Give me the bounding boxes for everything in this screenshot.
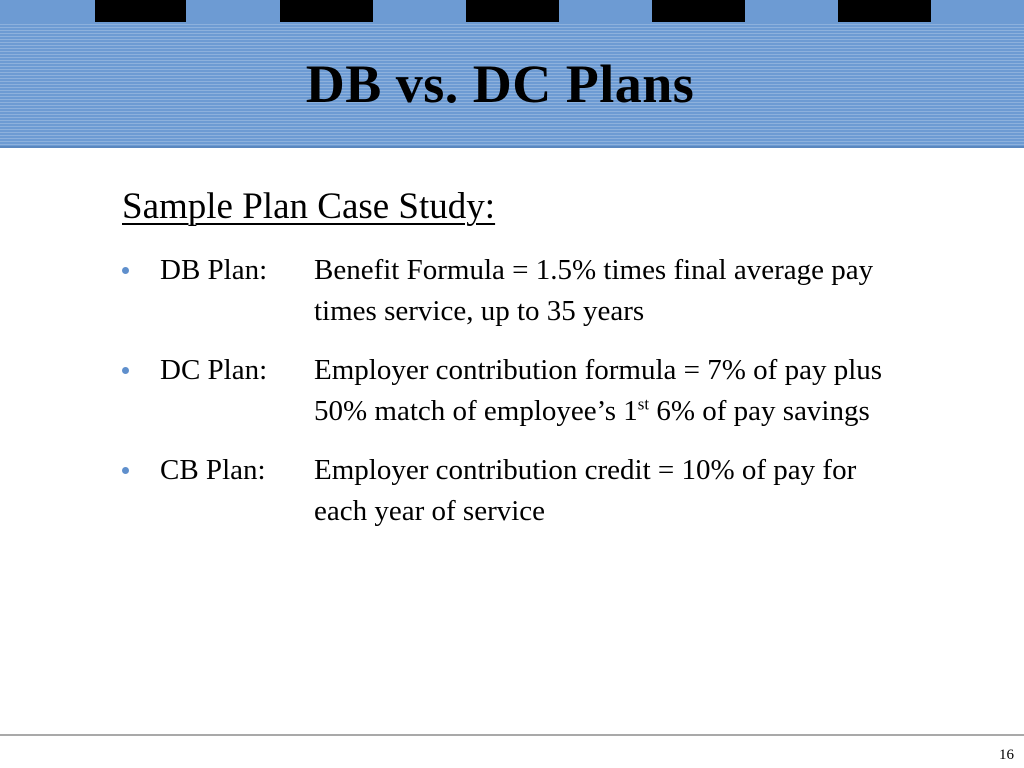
bullet-text-part: 6% of pay savings (649, 395, 870, 427)
section-subtitle: Sample Plan Case Study: (122, 186, 496, 227)
strip-segment (95, 0, 186, 22)
strip-segment (652, 0, 745, 22)
bullet-dot-icon (122, 367, 129, 374)
footer-divider (0, 734, 1024, 736)
bullet-text (314, 350, 884, 432)
bullet-db-plan (122, 250, 884, 332)
ordinal-superscript: st (637, 394, 650, 414)
bullet-label: CB Plan: (160, 454, 266, 486)
bullet-dot-icon (122, 467, 129, 474)
strip-segment (838, 0, 931, 22)
bullet-text: Employer contribution credit = 10% of pay for each year of service (314, 454, 857, 527)
strip-segment (745, 0, 838, 22)
bullet-label: DB Plan: (160, 254, 268, 286)
decorative-strip (0, 0, 1024, 22)
title-banner (0, 0, 1024, 148)
strip-segment (280, 0, 373, 22)
plan-bullet-list (122, 250, 884, 550)
strip-segment (466, 0, 559, 22)
strip-segment (931, 0, 1024, 22)
bullet-text: Benefit Formula = 1.5% times final average pay times service, up to 35 years (314, 254, 874, 327)
page-number: 16 (999, 747, 1014, 763)
strip-segment (186, 0, 280, 22)
slide-title: DB vs. DC Plans (305, 54, 695, 114)
bullet-cb-plan (122, 450, 884, 532)
strip-segment (559, 0, 652, 22)
bullet-label: DC Plan: (160, 354, 268, 386)
bullet-dot-icon (122, 267, 129, 274)
bullet-text-part: Employer contribution formula = 7% of pay plus 50% match of employee’s 1 (314, 354, 883, 427)
bullet-dc-plan (122, 350, 884, 432)
strip-segment (0, 0, 95, 22)
strip-segment (373, 0, 466, 22)
